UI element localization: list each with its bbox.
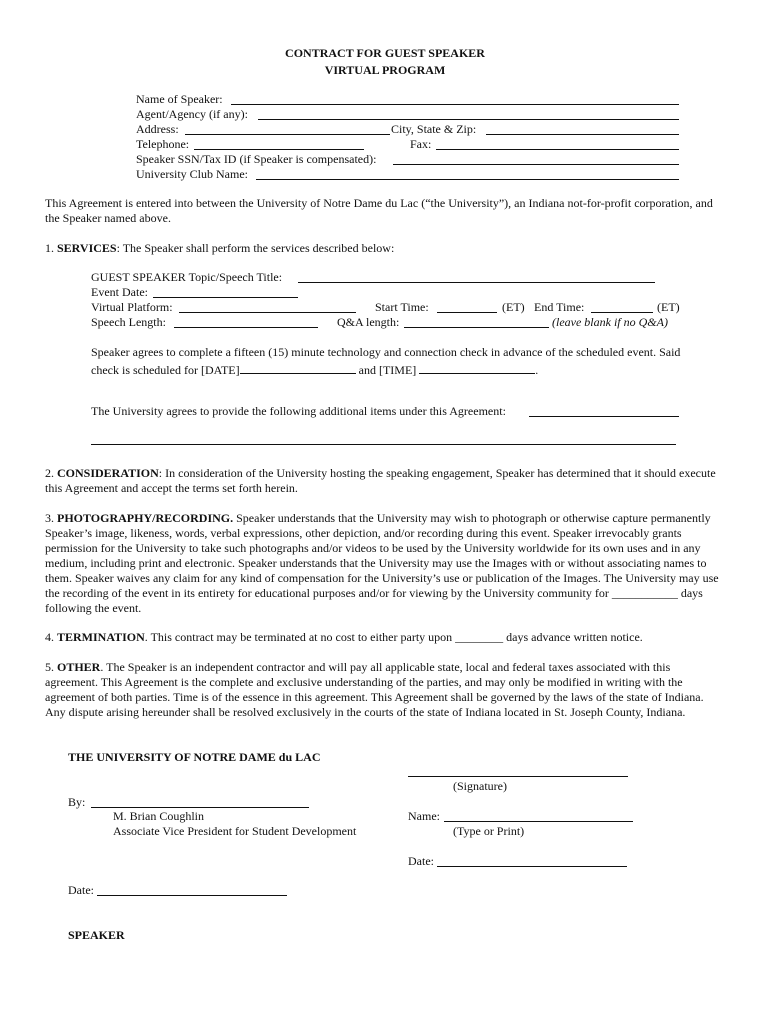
by-label: By: [68,795,86,809]
additional-items-field[interactable] [529,416,679,417]
services-number: 1. [45,241,54,255]
photography-paragraph [45,511,725,616]
document-title: CONTRACT FOR GUEST SPEAKER [285,46,485,60]
ssn-tax-id-label: Speaker SSN/Tax ID (if Speaker is compensated): [136,152,377,166]
topic-label: GUEST SPEAKER Topic/Speech Title: [91,270,283,284]
signer-title: Associate Vice President for Student Development [113,824,357,838]
signature-field[interactable] [408,776,628,777]
tech-check-text: Speaker agrees to complete a fifteen (15) minute technology and connection check in advance of the scheduled event. Said check is scheduled for [DATE] [91,345,681,377]
qa-length-label: Q&A length: [337,315,400,329]
type-or-print-caption: (Type or Print) [453,824,525,838]
speech-length-label: Speech Length: [91,315,166,329]
agent-agency-label: Agent/Agency (if any): [136,107,248,121]
date-field-right[interactable] [437,866,627,867]
other-number: 5. [45,660,54,674]
consideration-paragraph [45,466,725,496]
topic-field[interactable] [298,282,655,283]
university-club-name-field[interactable] [256,179,679,180]
services-paragraph [45,241,394,256]
date-field-left[interactable] [97,895,287,896]
virtual-platform-label: Virtual Platform: [91,300,173,314]
photography-tail: days following the event. [45,586,703,615]
termination-days-field[interactable]: ________ [455,630,504,644]
telephone-field[interactable] [194,149,364,150]
additional-items-field-2[interactable] [91,444,676,445]
end-time-field[interactable] [591,312,653,313]
name-label: Name: [408,809,440,823]
event-date-label: Event Date: [91,285,148,299]
university-heading: THE UNIVERSITY OF NOTRE DAME du LAC [68,750,321,764]
virtual-platform-field[interactable] [179,312,356,313]
name-of-speaker-field[interactable] [231,104,679,105]
start-time-label: Start Time: [375,300,429,314]
speech-length-field[interactable] [174,327,318,328]
tech-check-and-time: and [TIME] [358,363,417,377]
consideration-text: : In consideration of the University hosting the speaking engagement, Speaker has determined that it should execute this Agreement and accept the terms set forth herein. [45,466,716,495]
photography-text: Speaker understands that the University may wish to photograph or otherwise capture permanently Speaker’s image, likeness, words, verbal expressions, other depiction, and/or recording during this event. Speaker irrevocably grants permission for the University to take such photographs and/or videos to be used by the University worldwide for its own uses and in any medium, including print and electronic. Speaker understands that the University may use the Images with or without associating names to them. Speaker waives any claim for any kind of compensation for the University’s use or publication of the Images. The University may use the recording of the event in its entirety for educational purposes and/or for viewing by the University community for [45,511,719,600]
tech-check-time-field[interactable] [419,360,535,374]
date-label-left: Date: [68,883,94,897]
consideration-number: 2. [45,466,54,480]
address-field[interactable] [185,134,390,135]
services-heading: SERVICES [57,241,117,255]
telephone-label: Telephone: [136,137,190,151]
speaker-heading: SPEAKER [68,928,125,942]
signature-caption: (Signature) [453,779,507,793]
termination-tail: days advance written notice. [503,630,643,644]
ssn-tax-id-field[interactable] [393,164,679,165]
consideration-heading: CONSIDERATION [57,466,159,480]
fax-field[interactable] [436,149,679,150]
end-time-label: End Time: [534,300,585,314]
city-state-zip-label: City, State & Zip: [391,122,477,136]
qa-note: (leave blank if no Q&A) [552,315,668,329]
city-state-zip-field[interactable] [486,134,679,135]
fax-label: Fax: [410,137,432,151]
event-date-field[interactable] [153,297,298,298]
qa-length-field[interactable] [404,327,549,328]
other-heading: OTHER [57,660,101,674]
agent-agency-field[interactable] [258,119,679,120]
termination-text: . This contract may be terminated at no cost to either party upon [144,630,453,644]
photography-days-field[interactable]: ___________ [611,586,678,600]
termination-paragraph [45,630,725,645]
additional-items-label: The University agrees to provide the following additional items under this Agreement: [91,404,506,418]
tech-check-period: . [535,363,539,377]
end-et-label: (ET) [657,300,680,314]
intro-paragraph: This Agreement is entered into between the University of Notre Dame du Lac (“the University”), an Indiana not-for-profit corporation, and the Speaker named above. [45,196,713,225]
termination-number: 4. [45,630,54,644]
services-text: : The Speaker shall perform the services described below: [116,241,395,255]
tech-check-date-field[interactable] [240,360,356,374]
other-paragraph [45,660,725,720]
signer-name: M. Brian Coughlin [113,809,205,823]
document-subtitle: VIRTUAL PROGRAM [324,63,446,77]
tech-check-paragraph [91,345,711,378]
termination-heading: TERMINATION [57,630,145,644]
university-club-name-label: University Club Name: [136,167,248,181]
start-et-label: (ET) [502,300,525,314]
photography-number: 3. [45,511,54,525]
name-of-speaker-label: Name of Speaker: [136,92,223,106]
address-label: Address: [136,122,179,136]
name-field[interactable] [444,821,633,822]
by-field[interactable] [91,807,309,808]
start-time-field[interactable] [437,312,497,313]
photography-heading: PHOTOGRAPHY/RECORDING. [57,511,234,525]
other-text: . The Speaker is an independent contractor and will pay all applicable state, local and federal taxes associated with this agreement. This Agreement is the complete and exclusive understanding of the parties, and may only be modified in writing with the agreement of both parties. Time is of the essence in this agreement. This Agreement shall be governed by the laws of the state of Indiana. Any dispute arising hereunder shall be resolved exclusively in the courts of the state of Indiana located in St. Joseph County, Indiana. [45,660,704,719]
date-label-right: Date: [408,854,434,868]
